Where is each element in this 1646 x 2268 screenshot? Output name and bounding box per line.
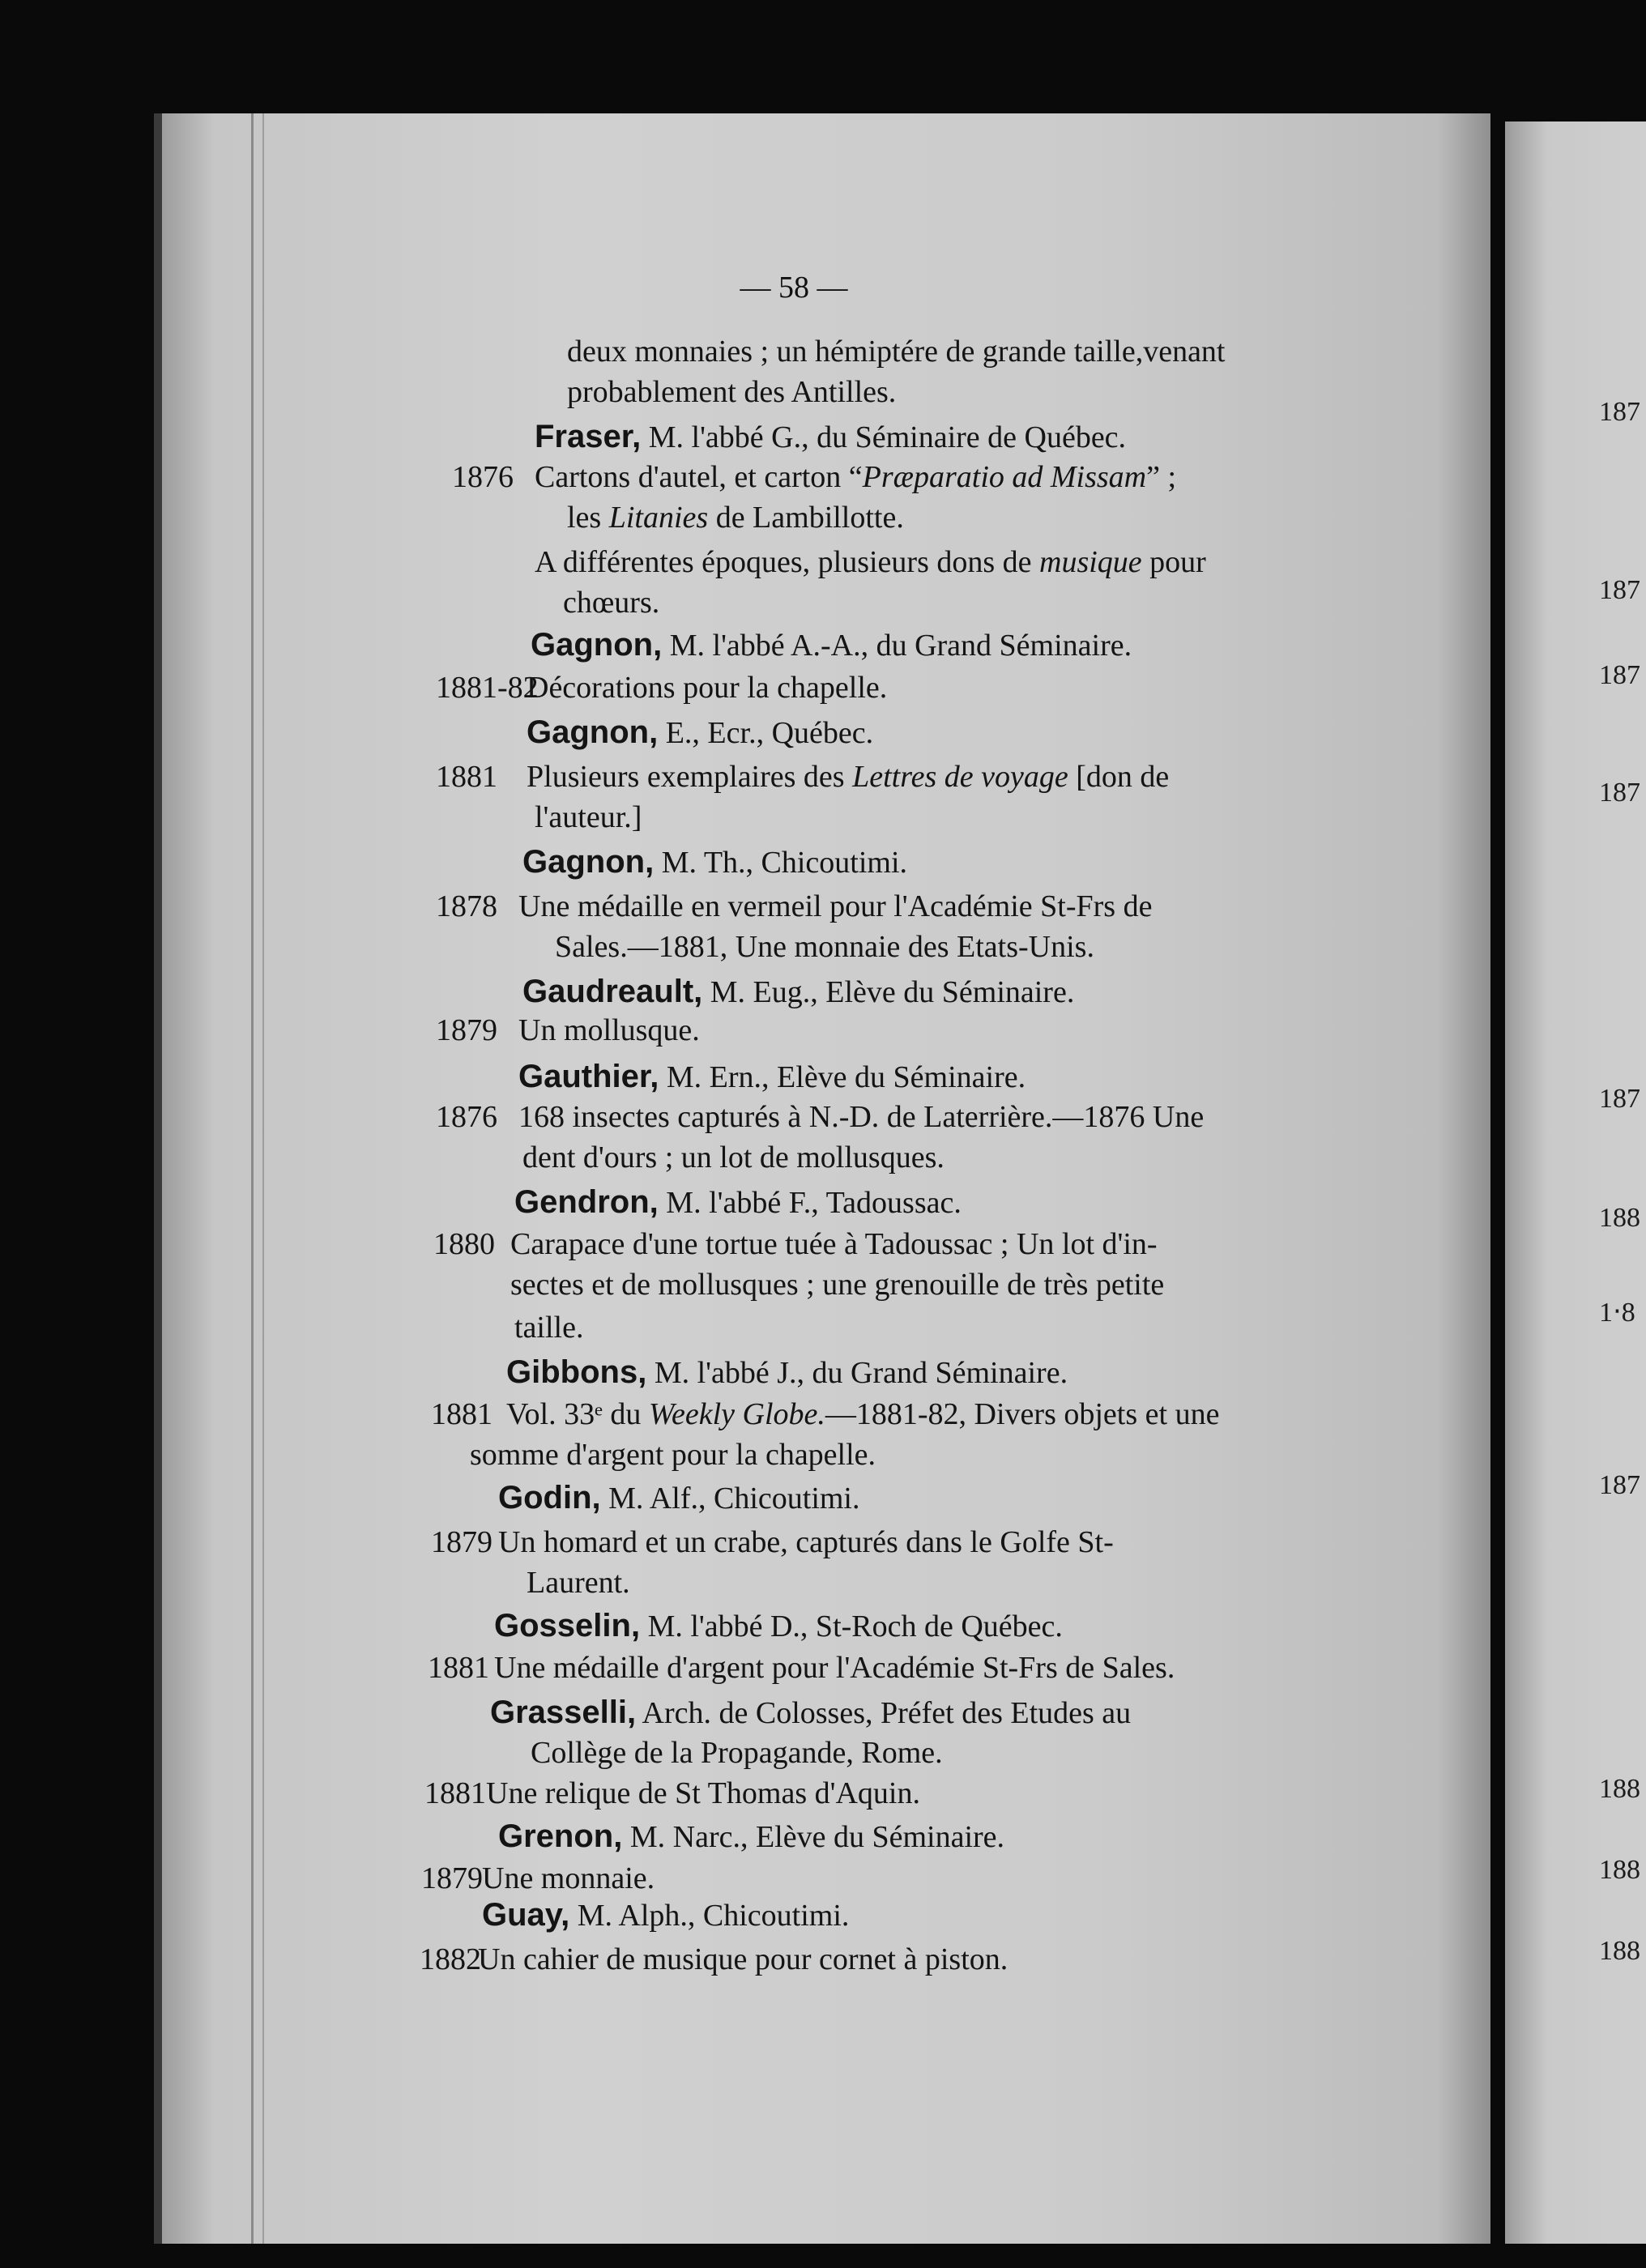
entry-text: Vol. 33ᵉ du [506,1397,649,1431]
year-label: 1881 [428,1651,489,1685]
facing-year: 188 [1599,1855,1640,1885]
year-label: 1879 [431,1525,493,1559]
year-label: 1881 [436,760,497,794]
donor-heading [514,1183,962,1222]
donor-details: M. Alf., Chicoutimi. [600,1481,860,1516]
donor-name: Gagnon, [531,627,663,663]
entry-text: Une relique de St Thomas d'Aquin. [486,1776,920,1810]
donor-name: Godin, [498,1480,601,1516]
italic-title: Litanies [608,501,709,535]
donation-entry [431,1395,1219,1434]
facing-year: 188 [1599,1936,1640,1966]
donor-heading [498,1478,860,1518]
facing-year: 187 [1599,778,1640,808]
year-label: 1879 [421,1861,483,1895]
donor-details: M. Narc., Elève du Séminaire. [622,1820,1005,1854]
entry-line [555,927,1094,966]
year-label: 1876 [436,1100,497,1134]
donor-details: M. l'abbé A.-A., du Grand Séminaire. [662,629,1132,663]
donor-details: M. l'abbé D., St-Roch de Québec. [640,1609,1063,1643]
facing-year: 187 [1599,1084,1640,1114]
entry-text: l'auteur.] [535,800,642,834]
donor-heading [518,1057,1026,1097]
entry-text: Une médaille d'argent pour l'Académie St-Frs de Sales. [494,1651,1175,1685]
entry-text: probablement des Antilles. [567,375,897,409]
donor-heading [535,417,1126,457]
entry-text: Décorations pour la chapelle. [527,671,888,705]
donor-name: Grasselli, [490,1695,637,1730]
entry-text: Un homard et un crabe, capturés dans le Golfe St- [498,1525,1114,1559]
donor-name: Grenon, [498,1818,623,1854]
facing-page [1505,122,1646,2244]
donor-heading [522,842,907,882]
entry-line [567,332,1226,371]
donation-entry [452,458,1176,497]
donor-heading [490,1693,1131,1733]
donation-entry [420,1940,1008,1979]
facing-year: 188 [1599,1774,1640,1804]
donor-details: M. l'abbé G., du Séminaire de Québec. [641,420,1127,454]
donor-name: Gagnon, [527,714,659,750]
entry-line [522,1138,945,1177]
donor-details: M. Eug., Elève du Séminaire. [702,975,1075,1009]
facing-year: 187 [1599,397,1640,427]
entry-text: Un mollusque. [518,1013,700,1047]
donor-name: Gaudreault, [522,974,703,1009]
facing-year: 187 [1599,1470,1640,1500]
donor-name: Gibbons, [506,1354,647,1390]
entry-text: Sales.—1881, Une monnaie des Etats-Unis. [555,930,1094,964]
entry-text: [don de [1068,760,1170,794]
facing-year: 188 [1599,1203,1640,1233]
donor-name: Gendron, [514,1184,659,1220]
donor-details: M. l'abbé F., Tadoussac. [658,1186,962,1220]
entry-text: dent d'ours ; un lot de mollusques. [522,1140,945,1174]
year-label: 1878 [436,889,497,923]
donation-entry [436,757,1169,796]
entry-text: Une médaille en vermeil pour l'Académie St-Frs de [518,889,1153,923]
donor-heading [494,1606,1063,1646]
entry-line [470,1435,876,1474]
donor-details: M. Alph., Chicoutimi. [569,1899,850,1933]
page-content [154,0,1482,2130]
entry-line [535,798,642,837]
donor-details: E., Ecr., Québec. [658,716,874,750]
italic-title: Weekly Globe. [648,1397,825,1431]
entry-text: ” ; [1146,460,1177,494]
donation-entry [436,1011,700,1050]
entry-text: Laurent. [527,1566,630,1600]
donation-entry [421,1859,655,1898]
year-label: 1882 [420,1942,481,1976]
entry-line [510,1265,1164,1304]
entry-text: chœurs. [563,586,660,620]
donor-details: Arch. de Colosses, Préfet des Etudes au [636,1696,1132,1730]
entry-text: de Lambillotte. [708,501,904,535]
donor-name: Gosselin, [494,1608,641,1643]
donation-entry [436,887,1152,926]
entry-text: deux monnaies ; un hémiptére de grande taille,venant [567,335,1226,369]
page-number: — 58 — [740,271,848,305]
facing-year: 187 [1599,575,1640,605]
entry-text: 168 insectes capturés à N.-D. de Laterrière.—1876 Une [518,1100,1205,1134]
year-label: 1880 [433,1227,495,1261]
entry-text: pour [1141,545,1206,579]
entry-text: Une monnaie. [482,1861,655,1895]
donor-heading [506,1353,1068,1392]
entry-line [514,1308,583,1347]
italic-title: Lettres de voyage [852,760,1068,794]
entry-line [531,1733,943,1772]
donation-entry [433,1225,1158,1264]
donor-heading [527,713,873,752]
entry-text: A différentes époques, plusieurs dons de [535,545,1040,579]
donor-name: Guay, [482,1897,570,1933]
donation-entry [436,1098,1204,1136]
donor-name: Gagnon, [522,844,655,880]
donor-details: M. Th., Chicoutimi. [654,846,908,880]
facing-year: 187 [1599,660,1640,690]
donor-heading [522,972,1074,1012]
donor-details: M. l'abbé J., du Grand Séminaire. [646,1356,1068,1390]
entry-text: somme d'argent pour la chapelle. [470,1438,876,1472]
donor-heading [531,625,1132,665]
year-label: 1876 [452,460,514,494]
donor-name: Fraser, [535,419,642,454]
donation-entry [436,668,887,707]
entry-line [567,498,904,537]
entry-line [567,373,896,411]
year-label: 1881-82 [436,671,539,705]
entry-text: les [567,501,609,535]
entry-text: —1881-82, Divers objets et une [825,1397,1220,1431]
entry-line [527,1563,630,1602]
entry-text: sectes et de mollusques ; une grenouille de très petite [510,1268,1165,1302]
facing-year: 1‧8 [1599,1298,1635,1328]
donation-entry [424,1774,920,1813]
entry-line [535,543,1206,582]
year-label: 1879 [436,1013,497,1047]
italic-title: Præparatio ad Missam [862,460,1147,494]
entry-text: Carapace d'une tortue tuée à Tadoussac ; Un lot d'in- [510,1227,1158,1261]
donor-heading [482,1895,849,1935]
year-label: 1881 [431,1397,493,1431]
donation-entry [431,1523,1114,1562]
italic-title: musique [1039,545,1142,579]
entry-text: Collège de la Propagande, Rome. [531,1736,943,1770]
entry-text: Un cahier de musique pour cornet à piston. [478,1942,1008,1976]
entry-line [563,583,659,622]
donor-heading [498,1817,1004,1857]
entry-text: Plusieurs exemplaires des [527,760,853,794]
donor-name: Gauthier, [518,1059,659,1094]
entry-text: taille. [514,1311,584,1345]
year-label: 1881 [424,1776,486,1810]
donor-details: M. Ern., Elève du Séminaire. [659,1060,1026,1094]
entry-text: Cartons d'autel, et carton “ [535,460,863,494]
donation-entry [428,1648,1175,1687]
